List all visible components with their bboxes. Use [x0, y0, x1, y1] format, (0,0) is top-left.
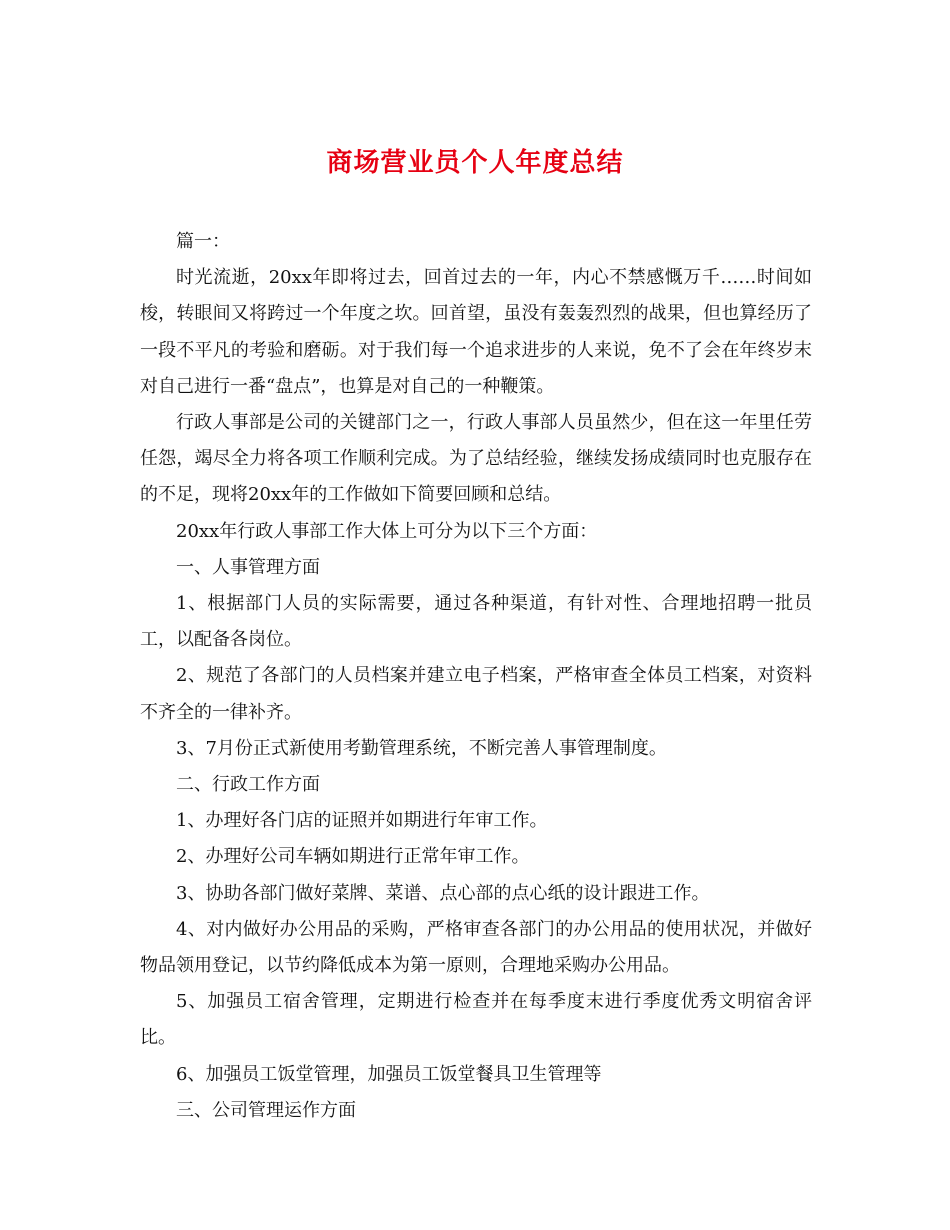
paragraph-overview: 20xx年行政人事部工作大体上可分为以下三个方面： — [176, 520, 598, 542]
document-title: 商场营业员个人年度总结 — [326, 148, 624, 178]
heading-admin-work: 二、行政工作方面 — [176, 774, 320, 796]
list-item: 2、规范了各部门的人员档案并建立电子档案，严格审查全体员工档案，对资料不齐全的一律补齐。 — [140, 665, 812, 723]
list-item: 1、根据部门人员的实际需要，通过各种渠道，有针对性、合理地招聘一批员工，以配备各岗位。 — [140, 593, 812, 651]
document-body — [140, 224, 812, 1129]
list-item: 6、加强员工饭堂管理，加强员工饭堂餐具卫生管理等 — [176, 1063, 602, 1085]
paragraph-section-label: 篇一： — [176, 231, 230, 252]
paragraph-intro: 时光流逝，20xx年即将过去，回首过去的一年，内心不禁感慨万千……时间如梭，转眼间又将跨过一个年度之坎。回首望，虽没有轰轰烈烈的战果，但也算经历了一段不平凡的考验和磨砺。对于我们每一个追求进步的人来说，免不了会在年终岁末对自己进行一番“盘点”，也算是对自己的一种鞭策。 — [140, 267, 812, 397]
list-item: 3、7月份正式新使用考勤管理系统，不断完善人事管理制度。 — [176, 737, 667, 759]
paragraph-department: 行政人事部是公司的关键部门之一，行政人事部人员虽然少，但在这一年里任劳任怨，竭尽全力将各项工作顺利完成。为了总结经验，继续发扬成绩同时也克服存在的不足，现将20xx年的工作做如下简要回顾和总结。 — [140, 412, 812, 506]
heading-company-operations: 三、公司管理运作方面 — [176, 1099, 356, 1121]
list-item: 5、加强员工宿舍管理，定期进行检查并在每季度末进行季度优秀文明宿舍评比。 — [140, 991, 812, 1049]
list-item: 2、办理好公司车辆如期进行正常年审工作。 — [176, 846, 530, 868]
list-item: 1、办理好各门店的证照并如期进行年审工作。 — [176, 810, 548, 832]
heading-hr-management: 一、人事管理方面 — [176, 556, 320, 578]
list-item: 3、协助各部门做好菜牌、菜谱、点心部的点心纸的设计跟进工作。 — [176, 882, 710, 904]
list-item: 4、对内做好办公用品的采购，严格审查各部门的办公用品的使用状况，并做好物品领用登记，以节约降低成本为第一原则，合理地采购办公用品。 — [140, 918, 812, 977]
